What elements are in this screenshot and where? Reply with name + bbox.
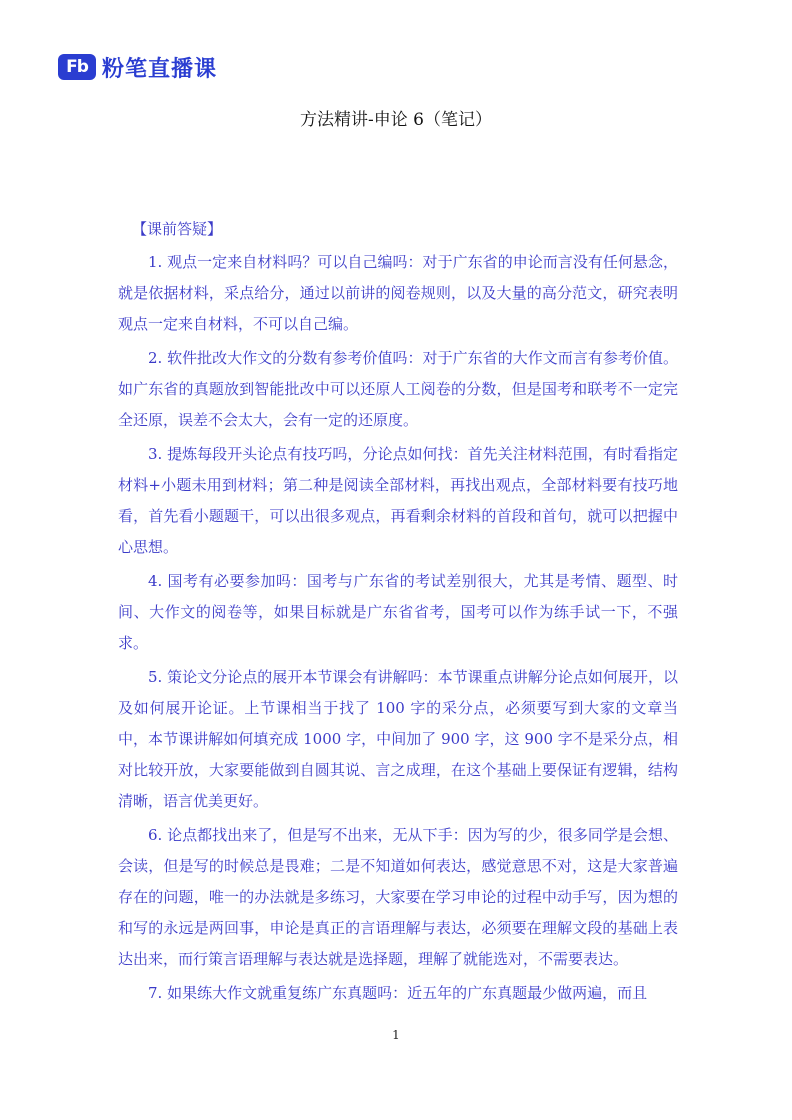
paragraph-5: 5. 策论文分论点的展开本节课会有讲解吗：本节课重点讲解分论点如何展开，以及如何展开论证。上节课相当于找了 100 字的采分点，必须要写到大家的文章当中，本节课讲解如何填充成 1000 字，中间加了 900 字，这 900 字不是采分点，相对比较开放，大家要能做到自圆其说、言之成理，在这个基础上要保证有逻辑，结构清晰，语言优美更好。: [118, 668, 678, 810]
paragraph-2: 2. 软件批改大作文的分数有参考价值吗：对于广东省的大作文而言有参考价值。如广东省的真题放到智能批改中可以还原人工阅卷的分数，但是国考和联考不一定完全还原，误差不会太大，会有一定的还原度。: [118, 349, 678, 429]
document-body: [118, 214, 678, 1012]
page-number: 1: [392, 1028, 400, 1042]
paragraph-1: 1. 观点一定来自材料吗？可以自己编吗：对于广东省的申论而言没有任何悬念，就是依据材料，采点给分，通过以前讲的阅卷规则，以及大量的高分范文，研究表明观点一定来自材料，不可以自己编。: [118, 253, 678, 333]
brand-logo: [58, 52, 217, 82]
document-title: 方法精讲-申论 6（笔记）: [300, 110, 492, 130]
paragraph-6: 6. 论点都找出来了，但是写不出来，无从下手：因为写的少，很多同学是会想、会读，但是写的时候总是畏难；二是不知道如何表达，感觉意思不对，这是大家普遍存在的问题，唯一的办法就是多练习，大家要在学习申论的过程中动手写，因为想的和写的永远是两回事，申论是真正的言语理解与表达，必须要在理解文段的基础上表达出来，而行策言语理解与表达就是选择题，理解了就能选对，不需要表达。: [118, 826, 678, 968]
section-heading: 【课前答疑】: [132, 220, 223, 238]
paragraph-3: 3. 提炼每段开头论点有技巧吗，分论点如何找：首先关注材料范围，有时看指定材料+小题未用到材料；第二种是阅读全部材料，再找出观点，全部材料要有技巧地看，首先看小题题干，可以出很多观点，再看剩余材料的首段和首句，就可以把握中心思想。: [118, 445, 678, 556]
brand-name: 粉笔直播课: [102, 56, 218, 82]
paragraph-4: 4. 国考有必要参加吗：国考与广东省的考试差别很大，尤其是考情、题型、时间、大作文的阅卷等，如果目标就是广东省省考，国考可以作为练手试一下，不强求。: [118, 572, 678, 652]
fb-logo-icon: Fb: [58, 54, 96, 80]
paragraph-7: 7. 如果练大作文就重复练广东真题吗：近五年的广东真题最少做两遍，而且: [148, 984, 648, 1002]
